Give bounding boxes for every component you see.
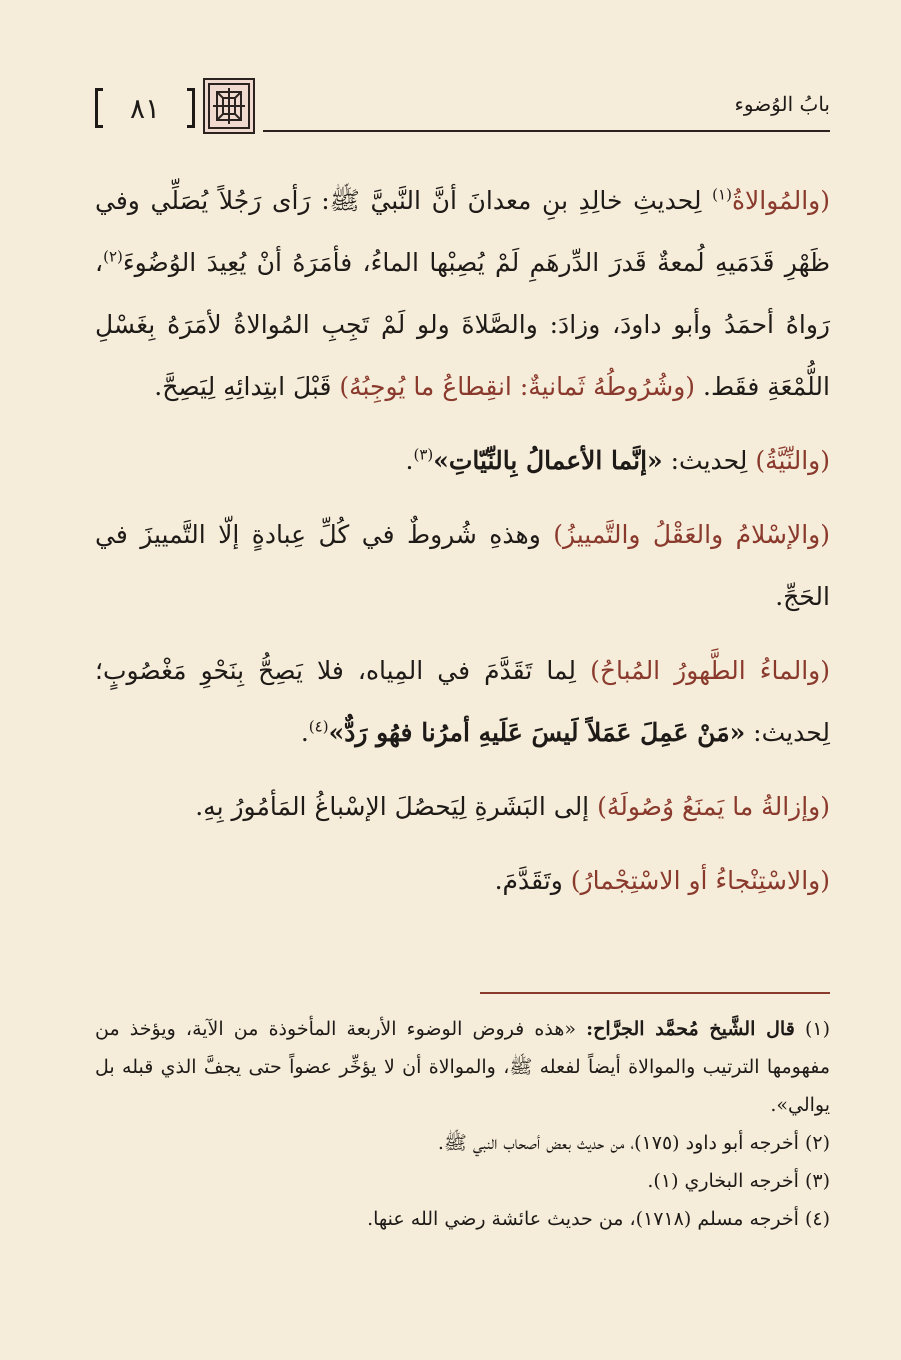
footnote-ref-3: (٣) xyxy=(413,445,434,464)
page-number: ٨١ xyxy=(129,91,161,125)
footnote-ref-2: (٢) xyxy=(103,247,123,266)
paragraph-water xyxy=(95,640,830,764)
footnote-divider xyxy=(480,992,830,994)
page-header xyxy=(95,70,830,140)
left-bracket xyxy=(95,88,103,128)
paragraph-text: لِحديث: xyxy=(662,446,756,475)
term-niyyah: (والنِّيَّةُ) xyxy=(755,446,830,475)
footnote xyxy=(95,1010,830,1124)
hadith-quote: «إنَّما الأعمالُ بِالنِّيّاتِ» xyxy=(433,446,663,475)
page-number-box xyxy=(95,88,195,128)
footnote-bold: قال الشَّيخ مُحمَّد الجرَّاح: xyxy=(586,1018,795,1040)
term-removal: (وإزالةُ ما يَمنَعُ وُصُولَهُ) xyxy=(597,792,830,821)
paragraph-text: . xyxy=(405,446,414,475)
main-text xyxy=(95,170,830,924)
paragraph-text: إلى البَشَرةِ لِيَحصُلَ الإسْباغُ المَأمُورُ بِهِ. xyxy=(195,792,598,821)
paragraph-islam xyxy=(95,504,830,628)
paragraph-text: لِما تَقَدَّمَ في المِياه، فلا يَصِحُّ بِنَحْوِ مَغْصُوبٍ؛ لِحديث: xyxy=(95,656,830,747)
paragraph-text: وتَقَدَّمَ. xyxy=(494,866,571,895)
footnote-number: (١) xyxy=(804,1018,830,1040)
footnote-text: أخرجه أبو داود (١٧٥)، من حديث بعض أصحاب النبي ﷺ. xyxy=(437,1132,805,1154)
footnote-ref-4: (٤) xyxy=(308,717,329,736)
paragraph-muwalat xyxy=(95,170,830,418)
paragraph-text: قَبْلَ ابتِدائِهِ لِيَصِحَّ. xyxy=(154,372,340,401)
paragraph-text: وهذهِ شُروطٌ في كُلِّ عِبادةٍ إلّا التَّمييزَ في الحَجِّ. xyxy=(95,520,830,611)
footnote-text: «هذه فروض الوضوء الأربعة المأخوذة من الآية، ويؤخذ من مفهومها الترتيب والموالاة أيضاً لفعله ﷺ، والموالاة أن لا يؤخِّر عضواً حتى يجفَّ الذي قبله بل يوالي». xyxy=(95,1018,830,1116)
term-muwalat: (والمُوالاةُ xyxy=(731,186,830,215)
term-water: (والماءُ الطَّهورُ المُباحُ) xyxy=(590,656,831,685)
header-rule xyxy=(263,130,830,132)
right-bracket xyxy=(187,88,195,128)
footnotes xyxy=(95,1010,830,1238)
term-conditions: (وشُرُوطُهُ ثَمانيةٌ: انقِطاعُ ما يُوجِبُهُ) xyxy=(339,372,696,401)
footnote-number: (٣) xyxy=(804,1170,830,1192)
term-islam: (والإسْلامُ والعَقْلُ والتَّمييزُ) xyxy=(553,520,830,549)
ornament-icon xyxy=(203,78,255,134)
footnote-number: (٢) xyxy=(804,1132,830,1154)
paragraph-istinja xyxy=(95,850,830,912)
term-istinja: (والاسْتِنْجاءُ أو الاسْتِجْمارُ) xyxy=(570,866,830,895)
footnote-ref-1: (١) xyxy=(712,185,732,204)
hadith-quote: «مَنْ عَمِلَ عَمَلاً لَيسَ عَلَيهِ أمرُنا فهُو رَدٌّ» xyxy=(328,718,746,747)
paragraph-text: ، رَواهُ أحمَدُ وأبو داودَ، وزادَ: والصَّلاةَ ولو لَمْ تَجِبِ المُوالاةُ لأمَرَهُ بِغَسْلِ اللُّمْعَةِ فقَط. xyxy=(95,248,830,401)
paragraph-niyyah xyxy=(95,430,830,492)
footnote xyxy=(95,1200,830,1238)
footnote-text: أخرجه البخاري (١). xyxy=(647,1170,805,1192)
footnote-number: (٤) xyxy=(804,1208,830,1230)
paragraph-text: لِحديثِ خالِدِ بنِ معدانَ أنَّ النَّبيَّ ﷺ: رَأى رَجُلاً يُصَلِّي وفي ظَهْرِ قَدَمَيهِ لُمعةٌ قَدرَ الدِّرهَمِ لَمْ يُصِبْها الماءُ، فأمَرَهُ أنْ يُعِيدَ الوُضُوءَ xyxy=(95,186,830,277)
footnote xyxy=(95,1124,830,1162)
chapter-title: بابُ الوُضوء xyxy=(734,92,830,116)
footnote xyxy=(95,1162,830,1200)
paragraph-text: . xyxy=(300,718,309,747)
footnote-text: أخرجه مسلم (١٧١٨)، من حديث عائشة رضي الله عنها. xyxy=(367,1208,805,1230)
paragraph-removal xyxy=(95,776,830,838)
